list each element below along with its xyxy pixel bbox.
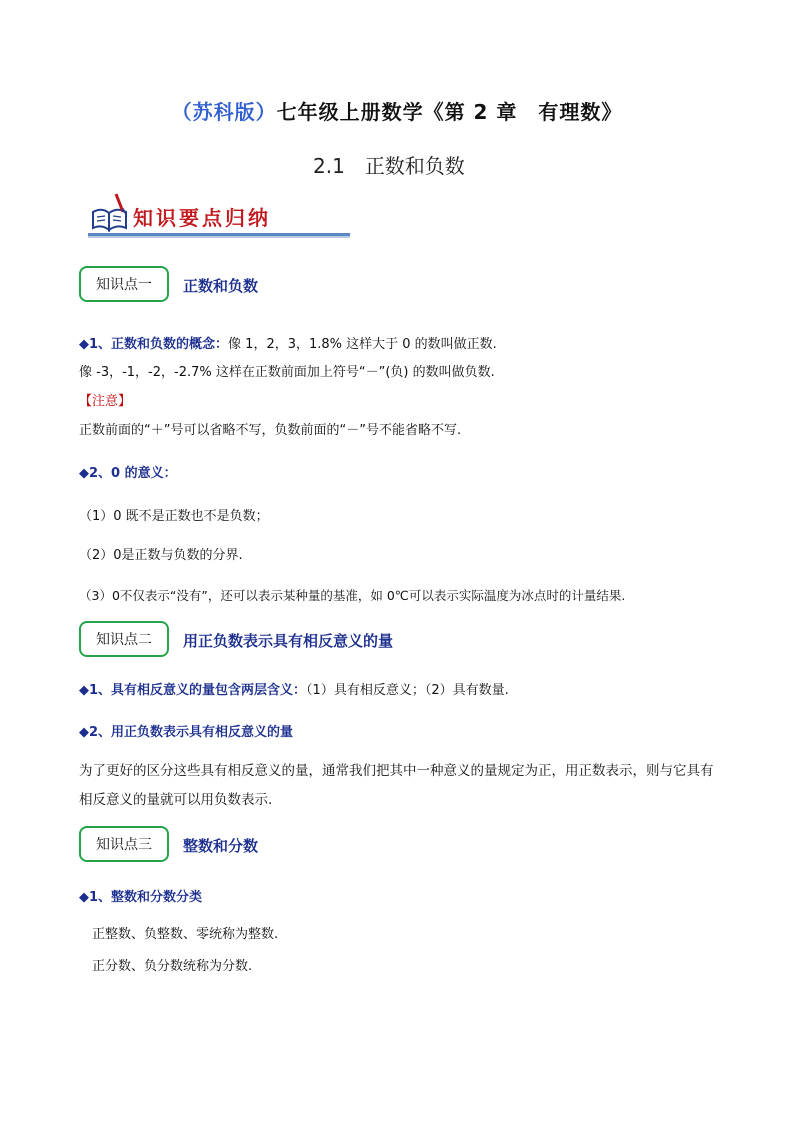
kp2-paragraph: 为了更好的区分这些具有相反意义的量，通常我们把其中一种意义的量规定为正，用正数表示，则与它具有相反意义的量就可以用负数表示.: [79, 763, 714, 808]
diamond-bullet-icon: ◆: [79, 683, 89, 698]
knowledge-point-1-label: 知识点一: [79, 266, 169, 302]
section-number: 2.1: [313, 154, 345, 178]
kp2-item1-head: 1、具有相反意义的量包含两层含义：: [89, 683, 307, 698]
kp1-item1: [79, 336, 497, 354]
kp1-note-label: 【注意】: [79, 394, 132, 409]
diamond-bullet-icon: ◆: [79, 725, 89, 740]
kp1-item1-line2: 像 -3，-1，-2，-2.7% 这样在正数前面加上符号“－”(负) 的数叫做负数.: [79, 365, 495, 380]
book-pen-icon: [90, 190, 130, 232]
knowledge-point-1-title: 正数和负数: [183, 277, 259, 295]
kp2-item2: [79, 724, 293, 742]
kp2-item1-text: （1）具有相反意义；（2）具有数量.: [306, 683, 509, 698]
kp3-line-1: 正整数、负整数、零统称为整数.: [92, 927, 279, 942]
banner-underline-shadow: [88, 236, 350, 238]
kp1-meaning-1: （1）0 既不是正数也不是负数；: [79, 509, 269, 524]
kp1-item2-head: 2、0 的意义：: [89, 466, 177, 481]
kp2-item1: [79, 682, 509, 700]
section-heading: [313, 150, 465, 179]
kp2-item2-head: 2、用正负数表示具有相反意义的量: [89, 725, 294, 740]
kp3-item1-head: 1、整数和分数分类: [89, 890, 203, 905]
kp1-item1-text: 像 1，2，3，1.8% 这样大于 0 的数叫做正数.: [228, 337, 497, 352]
kp3-item1: [79, 889, 202, 907]
knowledge-point-3-title: 整数和分数: [183, 837, 259, 855]
kp1-item2: [79, 465, 177, 483]
kp1-item1-head: 1、正数和负数的概念：: [89, 337, 229, 352]
diamond-bullet-icon: ◆: [79, 890, 89, 905]
document-title: [0, 96, 794, 125]
diamond-bullet-icon: ◆: [79, 466, 89, 481]
knowledge-summary-banner: [88, 190, 350, 238]
knowledge-point-2-title: 用正负数表示具有相反意义的量: [183, 632, 394, 650]
section-name: 正数和负数: [364, 154, 465, 178]
kp1-note-text: 正数前面的“＋”号可以省略不写，负数前面的“－”号不能省略不写.: [79, 423, 462, 438]
knowledge-point-3-label: 知识点三: [79, 826, 169, 862]
kp1-meaning-2: （2）0是正数与负数的分界.: [79, 548, 243, 563]
kp3-line-2: 正分数、负分数统称为分数.: [92, 959, 253, 974]
banner-text: 知识要点归纳: [133, 206, 271, 230]
diamond-bullet-icon: ◆: [79, 337, 89, 352]
knowledge-point-2-label: 知识点二: [79, 621, 169, 657]
title-main: 七年级上册数学《第 2 章 有理数》: [276, 100, 623, 124]
publisher-label: （苏科版）: [171, 100, 277, 124]
kp1-meaning-3: （3）0不仅表示“没有”，还可以表示某种量的基准，如 0℃可以表示实际温度为冰点时的计量结果.: [79, 588, 626, 603]
